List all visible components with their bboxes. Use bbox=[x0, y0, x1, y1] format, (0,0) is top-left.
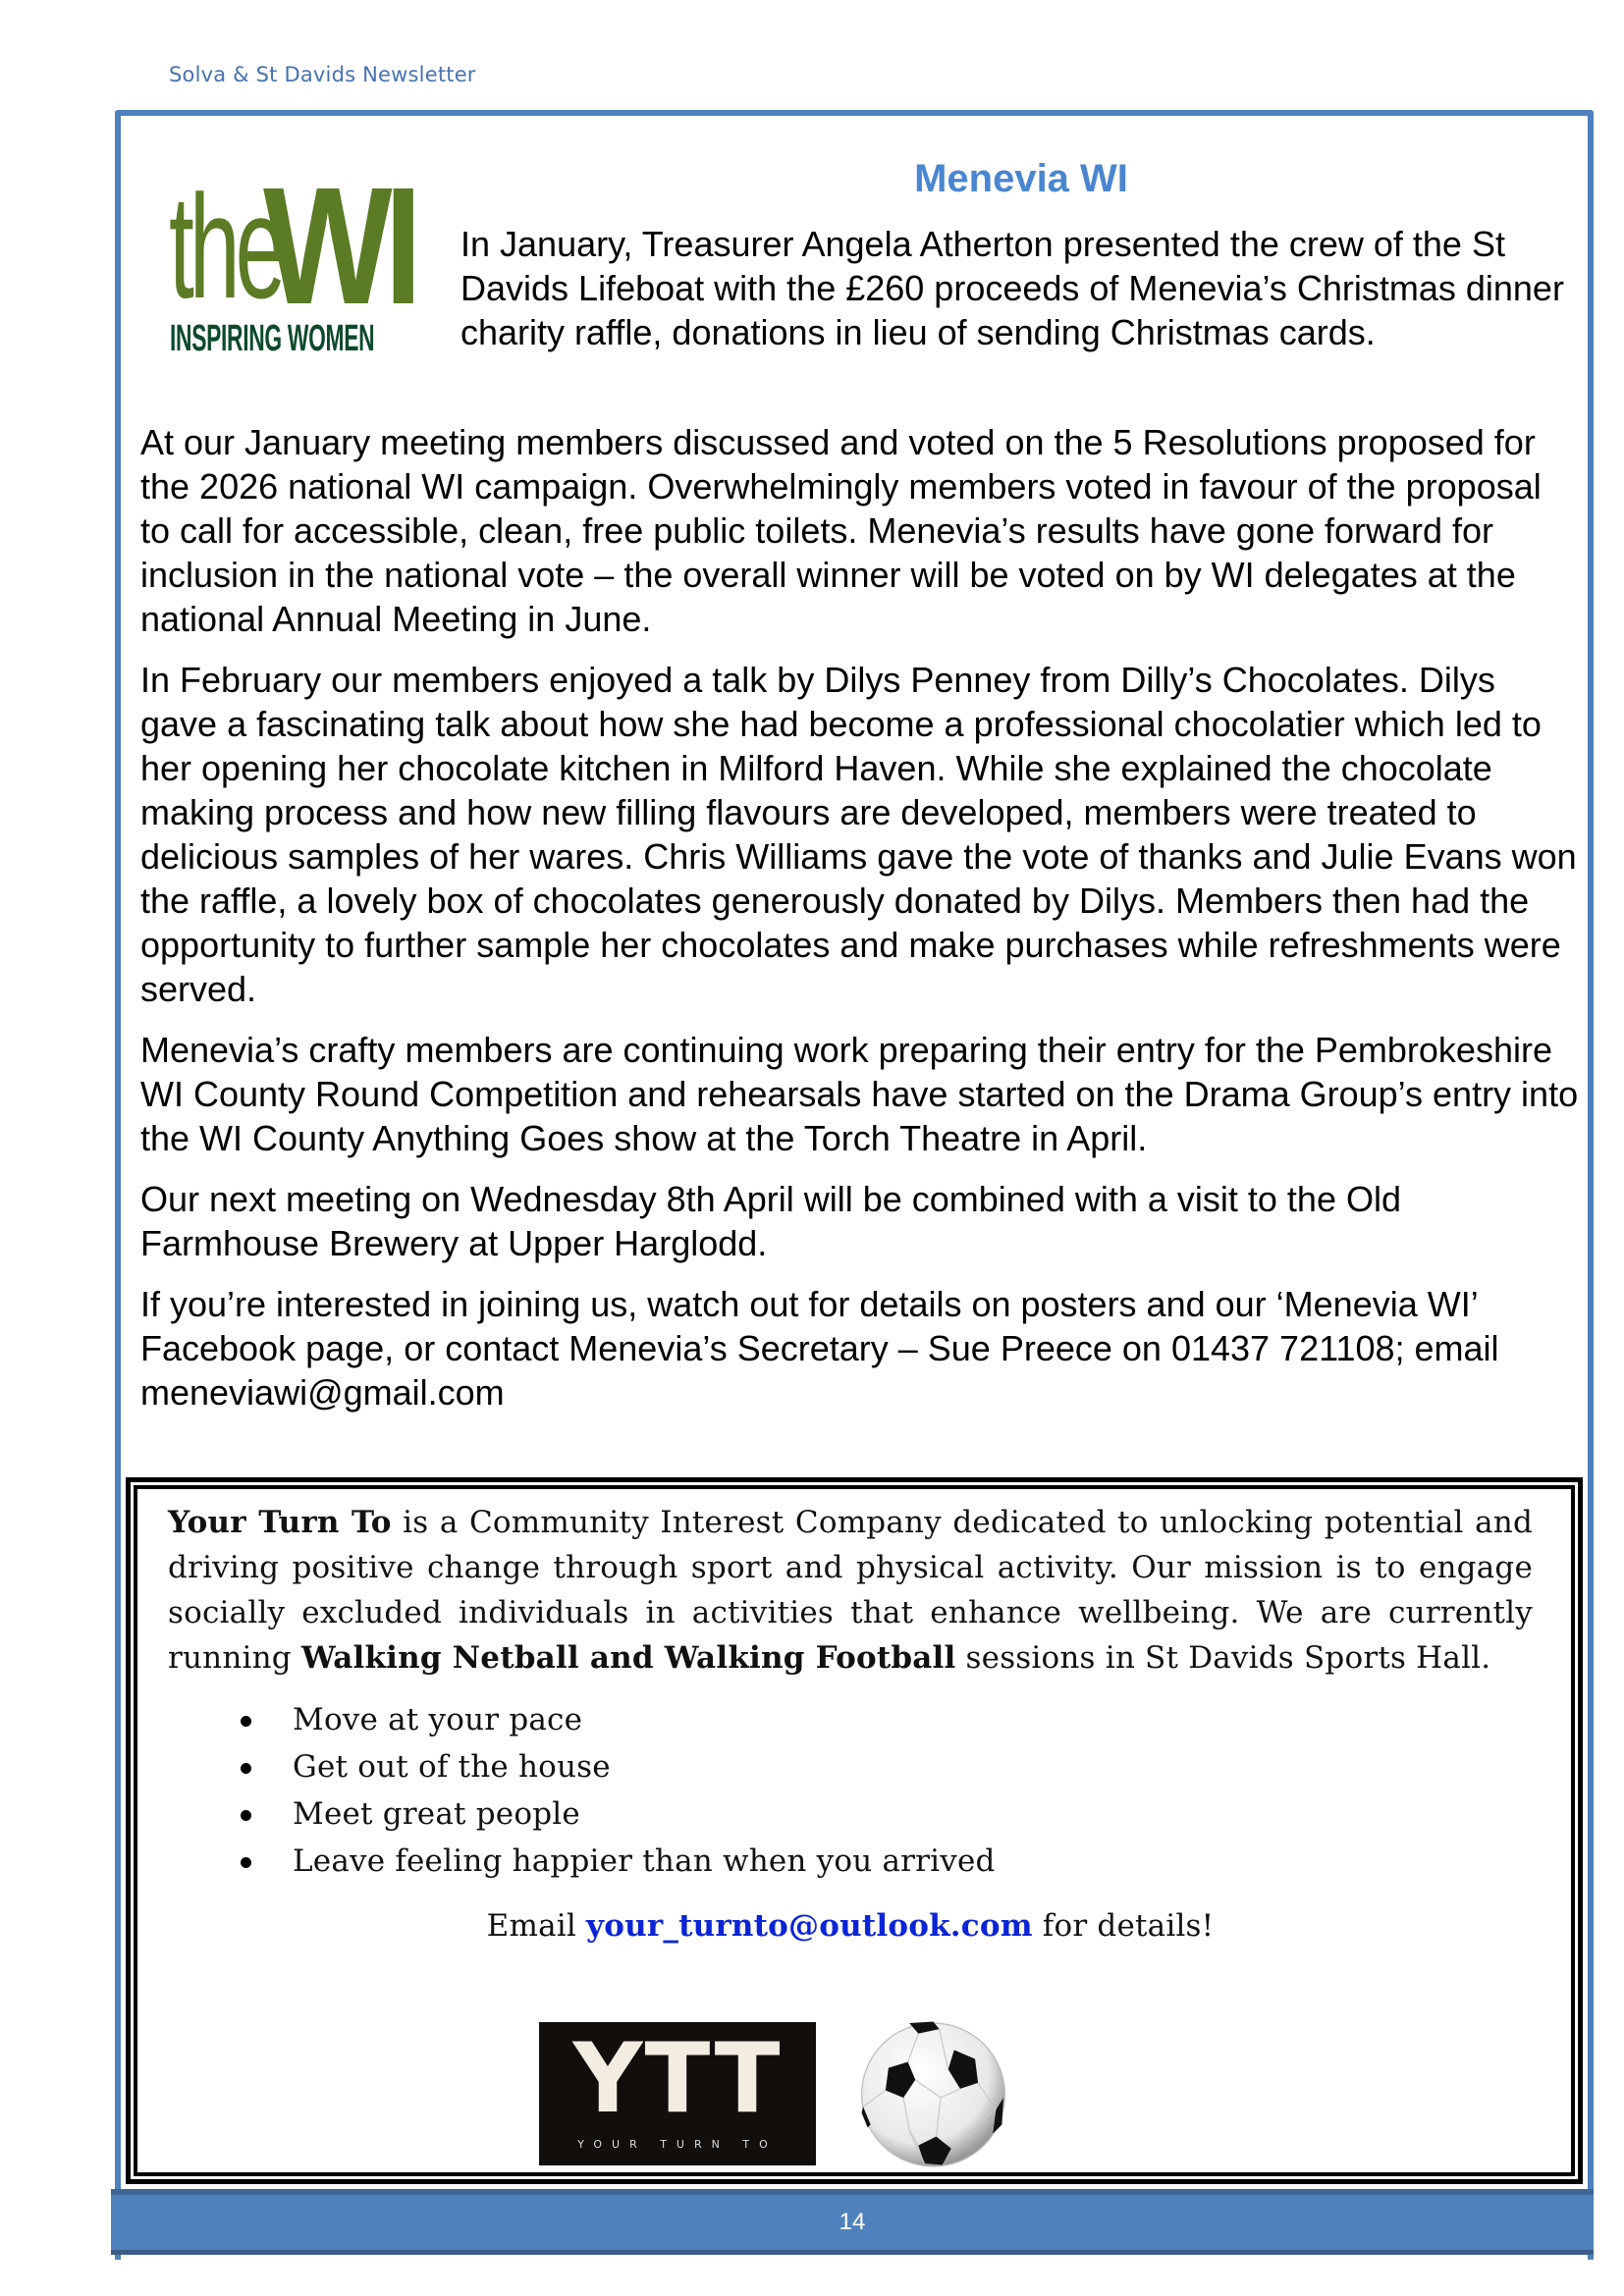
paragraph-crafty-members: Menevia’s crafty members are continuing work preparing their entry for the Pembrokeshire WI County Round Competition and rehearsals have started on the Drama Group’s entry into the WI County Anything Goes show at the Torch Theatre in April. bbox=[140, 1030, 1579, 1158]
list-item: Move at your pace bbox=[168, 1696, 1533, 1743]
intro-paragraph: In January, Treasurer Angela Atherton presented the crew of the St Davids Lifeboat with the £260 proceeds of Menevia’s Christmas dinner charity raffle, donations in lieu of sending Christmas cards. bbox=[460, 224, 1564, 352]
list-item: Get out of the house bbox=[168, 1743, 1533, 1790]
page-footer bbox=[111, 2189, 1594, 2255]
advert-frame bbox=[126, 1477, 1583, 2184]
bullet-icon bbox=[241, 1763, 251, 1774]
ytt-logo-subtitle: YOUR TURN TO bbox=[577, 2138, 778, 2151]
logo-tagline: INSPIRING WOMEN bbox=[170, 318, 375, 359]
paragraph-resolutions: At our January meeting members discussed and voted on the 5 Resolutions proposed for the 2026 national WI campaign. Overwhelmingly members voted in favour of the proposal to call for accessible, clean, free public toilets. Menevia’s results have gone forward for inclusion in the national vote – the overall winner will be voted on by WI delegates at the national Annual Meeting in June. bbox=[140, 422, 1542, 639]
paragraph-contact: If you’re interested in joining us, watch out for details on posters and our ‘Menevia WI’ Facebook page, or contact Menevia’s Secretary – Sue Preece on 01437 721108; email meneviawi@gmail.com bbox=[140, 1284, 1499, 1413]
list-item: Meet great people bbox=[168, 1790, 1533, 1838]
wi-logo bbox=[167, 153, 414, 359]
advert-description: Your Turn To is a Community Interest Company dedicated to unlocking potential and driving positive change through sport and physical activity. Our mission is to engage socially excluded individuals in activities that enhance wellbeing. We are currently running Walking Netball and Walking Football sessions in St Davids Sports Hall. bbox=[168, 1505, 1533, 1676]
article-body bbox=[140, 420, 1579, 1431]
advert-content bbox=[168, 1500, 1533, 1949]
paragraph-next-meeting: Our next meeting on Wednesday 8th April will be combined with a visit to the Old Farmhouse Brewery at Upper Harglodd. bbox=[140, 1179, 1401, 1263]
benefits-list bbox=[168, 1696, 1533, 1885]
bullet-icon bbox=[241, 1857, 251, 1868]
bullet-icon bbox=[241, 1716, 251, 1727]
ytt-logo-letters: YTT bbox=[572, 2023, 783, 2135]
page-number: 14 bbox=[839, 2209, 866, 2235]
paragraph-february-talk: In February our members enjoyed a talk by Dilys Penney from Dilly’s Chocolates. Dilys gave a fascinating talk about how she had become a professional chocolatier which led to her opening her chocolate kitchen in Milford Haven. While she explained the chocolate making process and how new filling flavours are developed, members were treated to delicious samples of her wares. Chris Williams gave the vote of thanks and Julie Evans won the raffle, a lovely box of chocolates generously donated by Dilys. Members then had the opportunity to further sample her chocolates and make purchases while refreshments were served. bbox=[140, 660, 1577, 1009]
org-name: Your Turn To bbox=[168, 1505, 392, 1540]
logo-the-text: the bbox=[169, 164, 282, 329]
newsletter-header: Solva & St Davids Newsletter bbox=[169, 63, 476, 86]
ytt-logo bbox=[539, 2022, 816, 2165]
email-line: Email your_turnto@outlook.com for details! bbox=[486, 1908, 1215, 1944]
email-link[interactable]: your_turnto@outlook.com bbox=[586, 1908, 1033, 1944]
bullet-icon bbox=[241, 1810, 251, 1821]
football-icon bbox=[857, 2020, 1009, 2169]
article-title: Menevia WI bbox=[914, 157, 1128, 200]
sessions-highlight: Walking Netball and Walking Football bbox=[300, 1640, 956, 1676]
list-item: Leave feeling happier than when you arrived bbox=[168, 1838, 1533, 1885]
logo-wi-text: WI bbox=[263, 153, 414, 340]
